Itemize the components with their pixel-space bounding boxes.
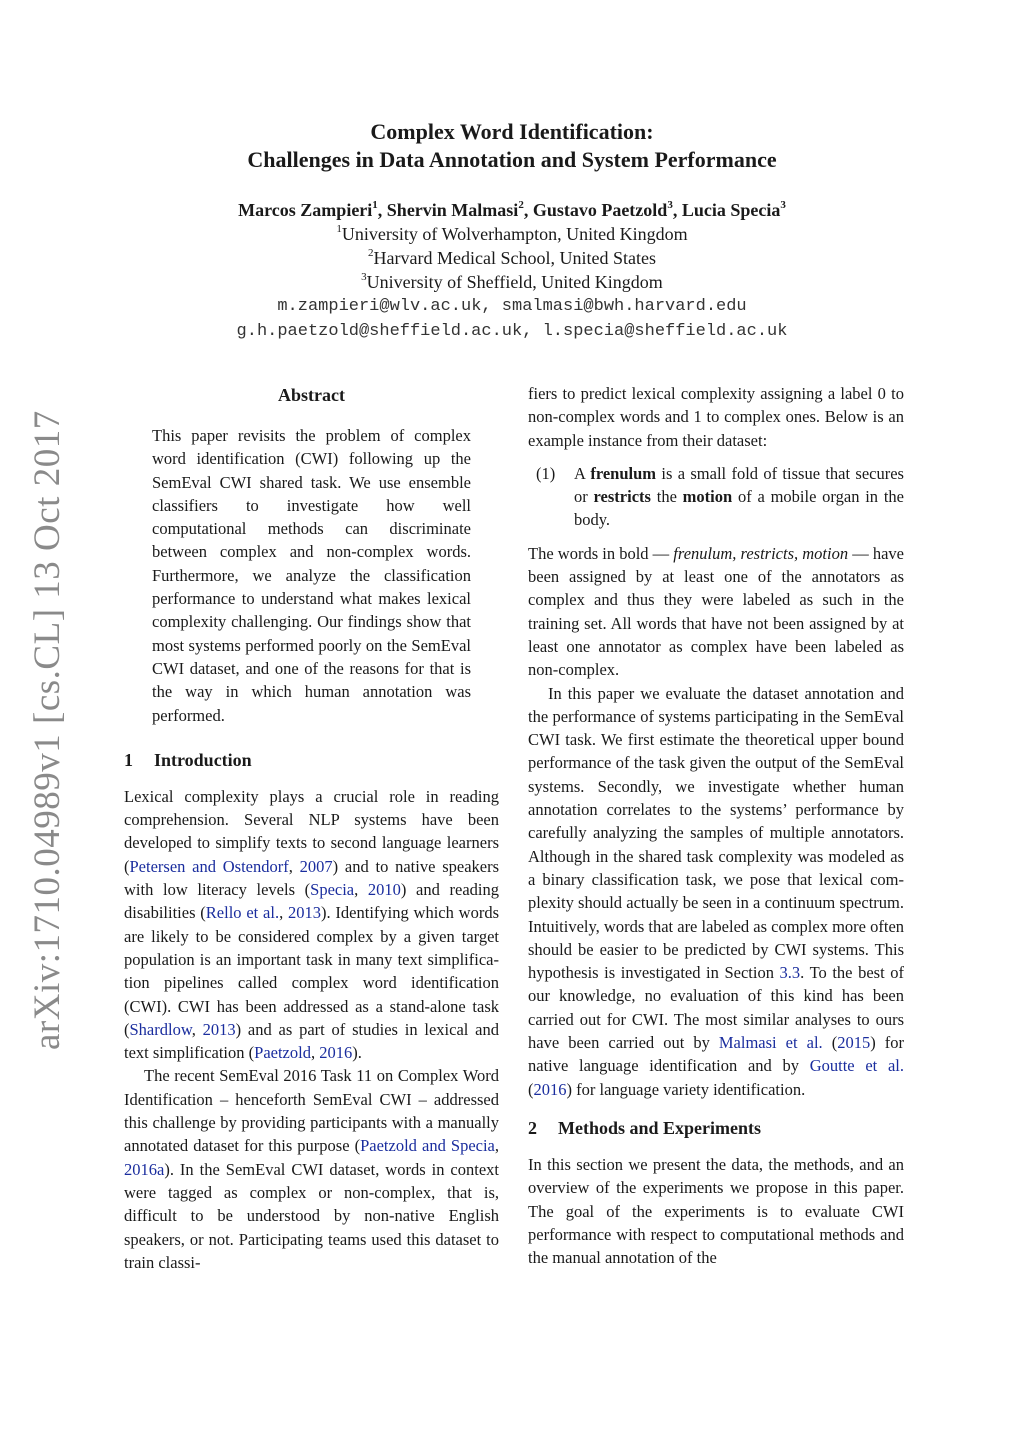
- arxiv-identifier: arXiv:1710.04989v1 [cs.CL] 13 Oct 2017: [27, 410, 68, 1050]
- intro-paragraph-2: [124, 1064, 499, 1274]
- section-heading-introduction: [124, 747, 499, 773]
- affiliation: [0, 270, 1024, 294]
- paper-title: [0, 118, 1024, 174]
- author-affiliation-mark: 2: [518, 199, 524, 211]
- text-run: Lexical complexity plays a crucial role in reading comprehension. Several NLP systems have been developed to simplify texts to second language learners (: [124, 786, 499, 876]
- author-separator: ,: [672, 200, 682, 220]
- citation-link[interactable]: Paetzold: [254, 1043, 311, 1063]
- author-separator: ,: [523, 200, 533, 220]
- email-line-2: g.h.paetzold@sheffield.ac.uk, l.specia@sheffield.ac.uk: [236, 322, 788, 341]
- title-line-1: Complex Word Identification:: [370, 119, 654, 144]
- author-name: Gustavo Paetzold: [532, 200, 668, 220]
- author-affiliation-mark: 3: [667, 199, 673, 211]
- author-list: [0, 198, 1024, 222]
- author-separator: ,: [377, 200, 387, 220]
- citation-link[interactable]: 2013: [288, 903, 322, 923]
- affiliation: [0, 222, 1024, 246]
- text-run: . To the best of our knowledge, no evaluation of this kind has been carried out for CWI. The most similar analyses to ours have been carried out by: [528, 963, 904, 1053]
- citation-link[interactable]: Shardlow: [129, 1019, 192, 1039]
- text-run: ,: [354, 880, 368, 900]
- citation-link[interactable]: 2015: [837, 1033, 871, 1053]
- author-affiliation-mark: 1: [372, 199, 378, 211]
- bold-word: restricts: [593, 487, 651, 507]
- author-affiliation-mark: 3: [780, 199, 786, 211]
- citation-link[interactable]: 2007: [299, 856, 333, 876]
- affiliation-list: [0, 222, 1024, 294]
- bold-word: frenulum: [590, 463, 657, 483]
- citation-link[interactable]: 2010: [367, 880, 401, 900]
- text-run: (: [822, 1033, 838, 1053]
- title-line-2: Challenges in Data Annotation and System Performance: [247, 147, 777, 172]
- email-list: [0, 294, 1024, 344]
- right-paragraph-1: [528, 542, 904, 682]
- citation-link[interactable]: Goutte et al.: [809, 1056, 904, 1076]
- text-run: of a mobile organ in the body.: [574, 487, 904, 530]
- text-run: ). In the SemEval CWI dataset, words in context were tagged as complex or non-complex, that is, difficult to be understood by non-native English speakers, or not. Participating teams used this dataset to train classi-: [124, 1159, 499, 1272]
- section-title: Introduction: [154, 749, 252, 770]
- citation-link[interactable]: 2013: [202, 1019, 236, 1039]
- methods-paragraph-1: In this section we present the data, the methods, and an overview of the experiments we propose in this paper. The goal of the experiments is to evaluate CWI performance with respect to computational methods and the manual annotation of the: [528, 1154, 904, 1268]
- text-run: ) and to native speakers with low literacy levels (: [124, 856, 500, 900]
- affiliation-mark: 2: [368, 247, 374, 259]
- text-run: ,: [310, 1043, 320, 1063]
- intro-paragraph-1: [124, 785, 499, 1065]
- text-run: ). Identifying which words are likely to be considered complex by a given target population is an important task in many text simplification pipelines called complex word identification (CWI). CWI has been addressed as a stand-alone task (: [124, 903, 499, 1039]
- affiliation-mark: 1: [336, 223, 342, 235]
- text-run: ) and as part of studies in lexical and text simplification (: [124, 1019, 499, 1063]
- example-text: [574, 462, 904, 532]
- right-column: [528, 382, 904, 1269]
- affiliation-text: Harvard Medical School, United States: [373, 248, 656, 268]
- text-run: The recent SemEval 2016 Task 11 on Complex Word Identification – henceforth SemEval CWI – addressed this challenge by providing participants with a manually annotated dataset for this purpose (: [124, 1066, 499, 1156]
- text-run: (: [528, 1079, 534, 1099]
- citation-link[interactable]: Paetzold and Specia: [360, 1136, 495, 1156]
- author-name: Lucia Specia: [681, 200, 781, 220]
- affiliation-mark: 3: [361, 271, 367, 283]
- text-run: A: [574, 463, 591, 483]
- affiliation: [0, 246, 1024, 270]
- section-heading-methods: [528, 1115, 904, 1141]
- author-name: Marcos Zampieri: [238, 200, 373, 220]
- section-title: Methods and Experiments: [558, 1117, 762, 1138]
- text-run: ,: [279, 903, 289, 923]
- citation-link[interactable]: Malmasi et al.: [718, 1033, 823, 1053]
- email-line-1: m.zampieri@wlv.ac.uk, smalmasi@bwh.harvard.edu: [277, 297, 747, 316]
- text-run: ,: [494, 1136, 499, 1156]
- text-run: In this paper we evaluate the dataset annotation and the performance of systems participating in the SemEval CWI task. We first estimate the theoretical upper bound performance of the task given the output of the SemEval systems. Secondly, we investigate whether human annotation correlates to the systems’ performance by carefully analyzing the samples of multiple annotators. Although in the shared task complexity was modeled as a binary classification task, we pose that lexical complexity should actually be seen in a continuum spectrum. Intuitively, words that are labeled as complex more often should be easier to be predicted by CWI systems. This hypothesis is investigated in Section: [528, 683, 905, 983]
- text-run: ,: [191, 1019, 203, 1039]
- affiliation-text: University of Sheffield, United Kingdom: [366, 272, 663, 292]
- text-run: the: [650, 487, 683, 507]
- text-run: ) for language variety identification.: [566, 1079, 806, 1099]
- abstract-heading: Abstract: [278, 385, 345, 405]
- citation-link[interactable]: 2016: [319, 1043, 353, 1063]
- text-run: — have been assigned by at least one of the annotators as complex and thus they were labeled as such in the training set. All words that have not been assigned by at least one annotator as complex have been labeled as non-complex.: [528, 543, 904, 680]
- abstract-text: This paper revisits the problem of complex word identification (CWI) following up the SemEval CWI shared task. We use ensemble classifiers to investigate how well computational methods can discriminate between complex and non-complex words. Furthermore, we analyze the classification performance to understand what makes lexical complexity challenging. Our findings show that most systems performed poorly on the SemEval CWI dataset, and one of the reasons for that is the way in which human annotation was performed.: [152, 426, 471, 725]
- text-run: ,: [288, 856, 300, 876]
- citation-link[interactable]: Rello et al.: [205, 903, 280, 923]
- citation-link[interactable]: 2016: [533, 1079, 567, 1099]
- section-reference-link[interactable]: 3.3: [779, 963, 801, 983]
- text-run: The words in bold —: [528, 543, 674, 563]
- left-column: [124, 382, 499, 1274]
- text-run: ).: [352, 1043, 362, 1063]
- example-number: (1): [536, 463, 556, 483]
- text-run: ) for native language identification and by: [528, 1033, 904, 1076]
- citation-link[interactable]: Specia: [310, 880, 355, 900]
- citation-link[interactable]: 2016a: [124, 1159, 165, 1179]
- right-paragraph-0: fiers to predict lexical complexity assigning a label 0 to non-complex words and 1 to complex ones. Below is an example instance from their dataset:: [528, 384, 904, 450]
- section-number: 1: [124, 749, 133, 770]
- example-instance: [528, 462, 904, 532]
- section-number: 2: [528, 1117, 537, 1138]
- text-run: is a small fold of tissue that secures or: [574, 463, 904, 507]
- text-run: ) and reading disabilities (: [124, 880, 499, 923]
- italic-words: frenulum, restricts, motion: [673, 543, 849, 563]
- author-name: Shervin Malmasi: [386, 200, 519, 220]
- bold-word: motion: [682, 487, 733, 507]
- right-paragraph-2: [528, 682, 904, 1101]
- affiliation-text: University of Wolverhampton, United Kingdom: [341, 224, 688, 244]
- citation-link[interactable]: Petersen and Ostendorf: [129, 856, 289, 876]
